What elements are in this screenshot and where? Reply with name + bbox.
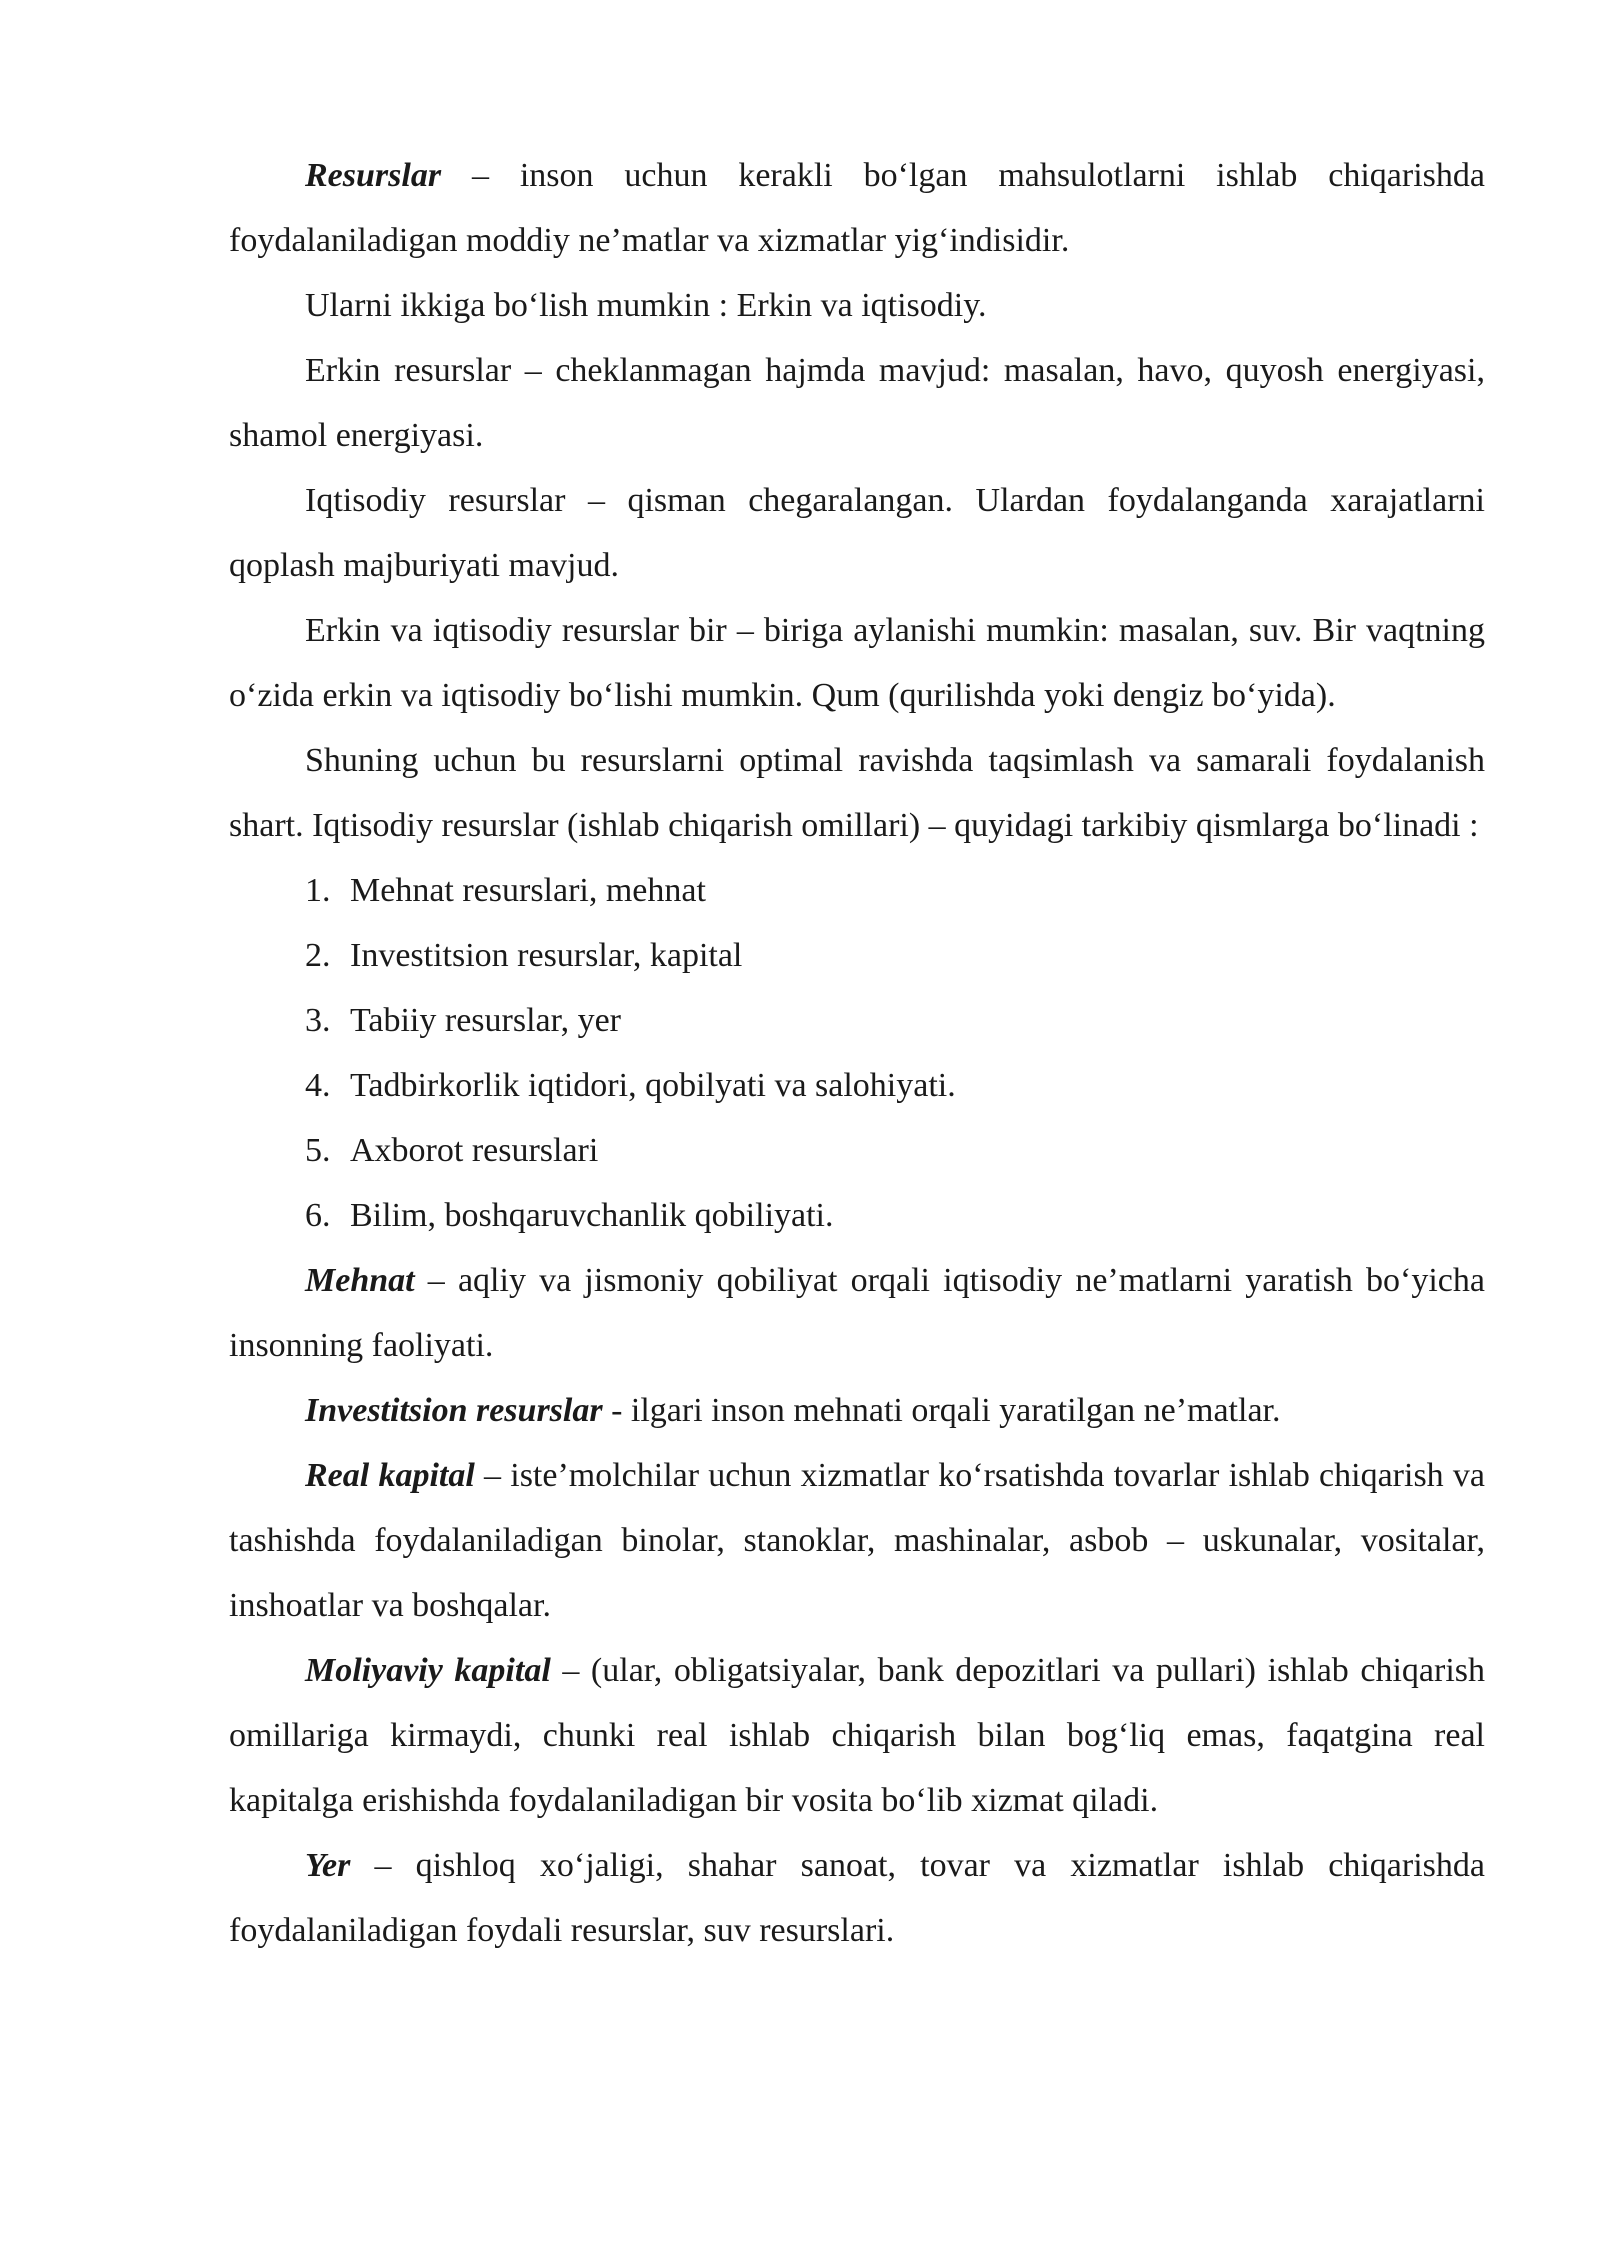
list-item-number: 1. [305, 872, 331, 909]
definition-text: – qishloq xo‘jaligi, shahar sanoat, tovar va xizmatlar ishlab chiqarishda foydalaniladigan foydali resurslar, suv resurslari. [229, 1847, 1485, 1949]
list-item-text: Tadbirkorlik iqtidori, qobilyati va salohiyati. [350, 1067, 956, 1104]
definition-text: – iste’molchilar uchun xizmatlar ko‘rsatishda tovarlar ishlab chiqarish va tashishda foydalaniladigan binolar, stanoklar, mashinalar, asbob – uskunalar, vositalar, inshoatlar va boshqalar. [229, 1457, 1485, 1624]
definition-paragraph [229, 1378, 1485, 1443]
paragraph [229, 338, 1485, 468]
paragraph-text: Ularni ikkiga bo‘lish mumkin : Erkin va iqtisodiy. [305, 287, 987, 324]
paragraph-text: Iqtisodiy resurslar – qisman chegaralangan. Ulardan foydalanganda xarajatlarni qoplash majburiyati mavjud. [229, 482, 1485, 584]
definition-paragraph [229, 1833, 1485, 1963]
paragraph [229, 273, 1485, 338]
paragraph-text: Shuning uchun bu resurslarni optimal ravishda taqsimlash va samarali foydalanish shart. Iqtisodiy resurslar (ishlab chiqarish omillari) – quyidagi tarkibiy qismlarga bo‘linadi : [229, 742, 1485, 844]
list-item [229, 858, 1485, 923]
paragraph [229, 468, 1485, 598]
resource-list [229, 858, 1485, 1248]
paragraph-text: – inson uchun kerakli bo‘lgan mahsulotlarni ishlab chiqarishda foydalaniladigan moddiy ne’matlar va xizmatlar yig‘indisidir. [229, 157, 1485, 259]
definition-paragraph [229, 1443, 1485, 1638]
list-item-text: Bilim, boshqaruvchanlik qobiliyati. [350, 1197, 834, 1234]
list-item-text: Axborot resurslari [350, 1132, 599, 1169]
list-item [229, 1118, 1485, 1183]
list-item [229, 923, 1485, 988]
definition-text: - ilgari inson mehnati orqali yaratilgan ne’matlar. [602, 1392, 1281, 1429]
paragraph-term: Resurslar [305, 157, 442, 194]
definition-term: Investitsion resurslar [305, 1392, 603, 1429]
list-item-number: 5. [305, 1132, 331, 1169]
definition-term: Yer [305, 1847, 351, 1884]
list-item-text: Mehnat resurslari, mehnat [350, 872, 706, 909]
paragraph-text: Erkin va iqtisodiy resurslar bir – biriga aylanishi mumkin: masalan, suv. Bir vaqtning o‘zida erkin va iqtisodiy bo‘lishi mumkin. Qum (qurilishda yoki dengiz bo‘yida). [229, 612, 1485, 714]
definition-term: Moliyaviy kapital [305, 1652, 551, 1689]
definition-text: – aqliy va jismoniy qobiliyat orqali iqtisodiy ne’matlarni yaratish bo‘yicha insonning faoliyati. [229, 1262, 1485, 1364]
list-item-number: 6. [305, 1197, 331, 1234]
definition-text: – (ular, obligatsiyalar, bank depozitlari va pullari) ishlab chiqarish omillariga kirmaydi, chunki real ishlab chiqarish bilan bog‘liq emas, faqatgina real kapitalga erishishda foydalaniladigan bir vosita bo‘lib xizmat qiladi. [229, 1652, 1485, 1819]
definition-paragraph [229, 1638, 1485, 1833]
paragraphs-bottom [229, 1248, 1485, 1963]
paragraph [229, 598, 1485, 728]
definition-term: Mehnat [305, 1262, 415, 1299]
list-item [229, 1183, 1485, 1248]
paragraph-text: Erkin resurslar – cheklanmagan hajmda mavjud: masalan, havo, quyosh energiyasi, shamol energiyasi. [229, 352, 1485, 454]
list-item [229, 1053, 1485, 1118]
definition-term: Real kapital [305, 1457, 475, 1494]
list-item [229, 988, 1485, 1053]
definition-paragraph [229, 1248, 1485, 1378]
list-item-number: 3. [305, 1002, 331, 1039]
list-item-text: Tabiiy resurslar, yer [350, 1002, 621, 1039]
paragraph [229, 728, 1485, 858]
paragraphs-top [229, 143, 1485, 858]
paragraph [229, 143, 1485, 273]
list-item-text: Investitsion resurslar, kapital [350, 937, 743, 974]
list-item-number: 4. [305, 1067, 331, 1104]
list-item-number: 2. [305, 937, 331, 974]
document-page [229, 143, 1485, 1963]
